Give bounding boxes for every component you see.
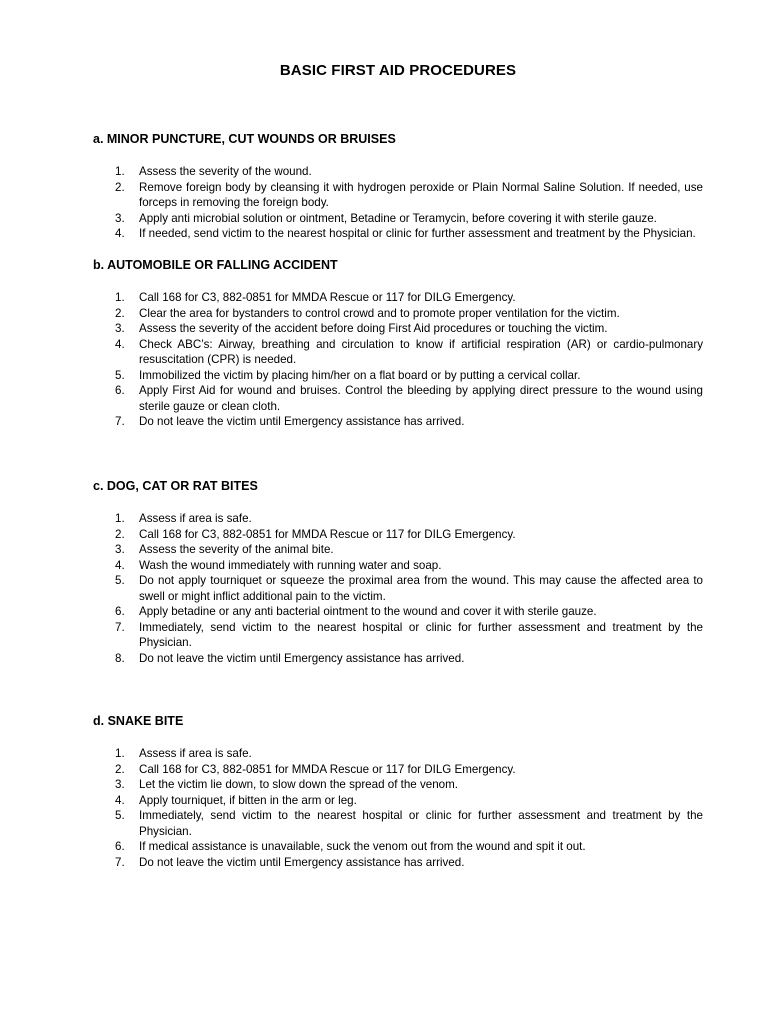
step-number: 4. (115, 558, 125, 572)
step-list-minor-wounds (93, 164, 703, 242)
list-item (93, 808, 703, 839)
step-text: Apply First Aid for wound and bruises. Control the bleeding by applying direct pressure to the wound using sterile gauze or clean cloth. (139, 384, 703, 413)
step-text: If needed, send victim to the nearest hospital or clinic for further assessment and treatment by the Physician. (139, 227, 696, 240)
step-number: 1. (115, 747, 125, 760)
list-item (93, 321, 703, 337)
step-text: Call 168 for C3, 882-0851 for MMDA Rescue or 117 for DILG Emergency. (139, 291, 516, 304)
step-number: 3. (115, 211, 125, 225)
list-item (93, 762, 703, 778)
list-item (93, 180, 703, 211)
list-item (93, 746, 703, 762)
section-heading-automobile-accident: b. AUTOMOBILE OR FALLING ACCIDENT (93, 258, 338, 272)
step-text: Immediately, send victim to the nearest hospital or clinic for further assessment and treatment by the Physician. (139, 620, 703, 649)
list-item (93, 573, 703, 604)
step-number: 2. (115, 527, 125, 541)
step-text: Assess if area is safe. (139, 747, 252, 760)
list-item (93, 558, 703, 574)
step-number: 7. (115, 855, 125, 869)
step-text: Check ABC’s: Airway, breathing and circulation to know if artificial respiration (AR) or cardio-pulmonary resuscitation (CPR) is needed. (139, 337, 703, 366)
step-number: 4. (115, 793, 125, 807)
step-text: If medical assistance is unavailable, suck the venom out from the wound and spit it out. (139, 840, 586, 853)
list-item (93, 793, 703, 809)
step-number: 6. (115, 384, 125, 397)
step-number: 5. (115, 809, 125, 822)
step-text: Wash the wound immediately with running water and soap. (139, 558, 442, 572)
step-number: 7. (115, 415, 125, 428)
step-number: 5. (115, 368, 125, 382)
list-item (93, 337, 703, 368)
step-number: 2. (115, 180, 125, 194)
section-heading-snake-bite: d. SNAKE BITE (93, 714, 184, 728)
step-number: 1. (115, 512, 125, 525)
list-item (93, 542, 703, 558)
step-number: 7. (115, 620, 125, 634)
step-number: 3. (115, 778, 125, 791)
document-title: BASIC FIRST AID PROCEDURES (279, 62, 517, 79)
step-number: 4. (115, 227, 125, 240)
step-list-automobile-accident (93, 290, 703, 430)
list-item (93, 527, 703, 543)
list-item (93, 414, 703, 430)
step-number: 2. (115, 762, 125, 776)
step-text: Call 168 for C3, 882-0851 for MMDA Rescue or 117 for DILG Emergency. (139, 527, 516, 541)
step-text: Immobilized the victim by placing him/her on a flat board or by putting a cervical collar. (139, 368, 581, 382)
list-item (93, 855, 703, 871)
step-text: Apply betadine or any anti bacterial ointment to the wound and cover it with sterile gauze. (139, 605, 597, 618)
list-item (93, 777, 703, 793)
step-text: Let the victim lie down, to slow down the spread of the venom. (139, 778, 458, 791)
step-number: 6. (115, 840, 125, 853)
step-text: Do not leave the victim until Emergency assistance has arrived. (139, 855, 465, 869)
step-text: Immediately, send victim to the nearest hospital or clinic for further assessment and treatment by the Physician. (139, 809, 703, 838)
list-item (93, 620, 703, 651)
section-heading-minor-wounds: a. MINOR PUNCTURE, CUT WOUNDS OR BRUISES (93, 132, 396, 146)
step-number: 3. (115, 322, 125, 335)
list-item (93, 511, 703, 527)
list-item (93, 211, 703, 227)
list-item (93, 368, 703, 384)
step-text: Remove foreign body by cleansing it with hydrogen peroxide or Plain Normal Saline Solution. If needed, use forceps in removing the foreign body. (139, 180, 703, 209)
step-text: Do not leave the victim until Emergency assistance has arrived. (139, 415, 465, 428)
step-number: 8. (115, 651, 125, 665)
step-text: Clear the area for bystanders to control crowd and to promote proper ventilation for the victim. (139, 306, 620, 320)
step-text: Apply anti microbial solution or ointment, Betadine or Teramycin, before covering it with sterile gauze. (139, 211, 657, 225)
step-number: 2. (115, 306, 125, 320)
section-heading-animal-bites: c. DOG, CAT OR RAT BITES (93, 479, 258, 493)
step-list-animal-bites (93, 511, 703, 666)
list-item (93, 651, 703, 667)
step-text: Assess the severity of the animal bite. (139, 543, 334, 556)
step-number: 4. (115, 337, 125, 351)
step-text: Assess if area is safe. (139, 512, 252, 525)
step-text: Apply tourniquet, if bitten in the arm or leg. (139, 793, 357, 807)
list-item (93, 290, 703, 306)
step-text: Do not apply tourniquet or squeeze the proximal area from the wound. This may cause the affected area to swell or might inflict additional pain to the victim. (139, 574, 703, 603)
list-item (93, 226, 703, 242)
list-item (93, 383, 703, 414)
step-list-snake-bite (93, 746, 703, 870)
list-item (93, 839, 703, 855)
step-number: 1. (115, 165, 125, 178)
step-text: Assess the severity of the wound. (139, 165, 312, 178)
step-number: 5. (115, 574, 125, 587)
list-item (93, 164, 703, 180)
step-text: Assess the severity of the accident before doing First Aid procedures or touching the victim. (139, 322, 608, 335)
step-number: 6. (115, 605, 125, 618)
step-text: Call 168 for C3, 882-0851 for MMDA Rescue or 117 for DILG Emergency. (139, 762, 516, 776)
step-number: 1. (115, 291, 125, 304)
list-item (93, 306, 703, 322)
step-text: Do not leave the victim until Emergency assistance has arrived. (139, 651, 465, 665)
list-item (93, 604, 703, 620)
step-number: 3. (115, 543, 125, 556)
